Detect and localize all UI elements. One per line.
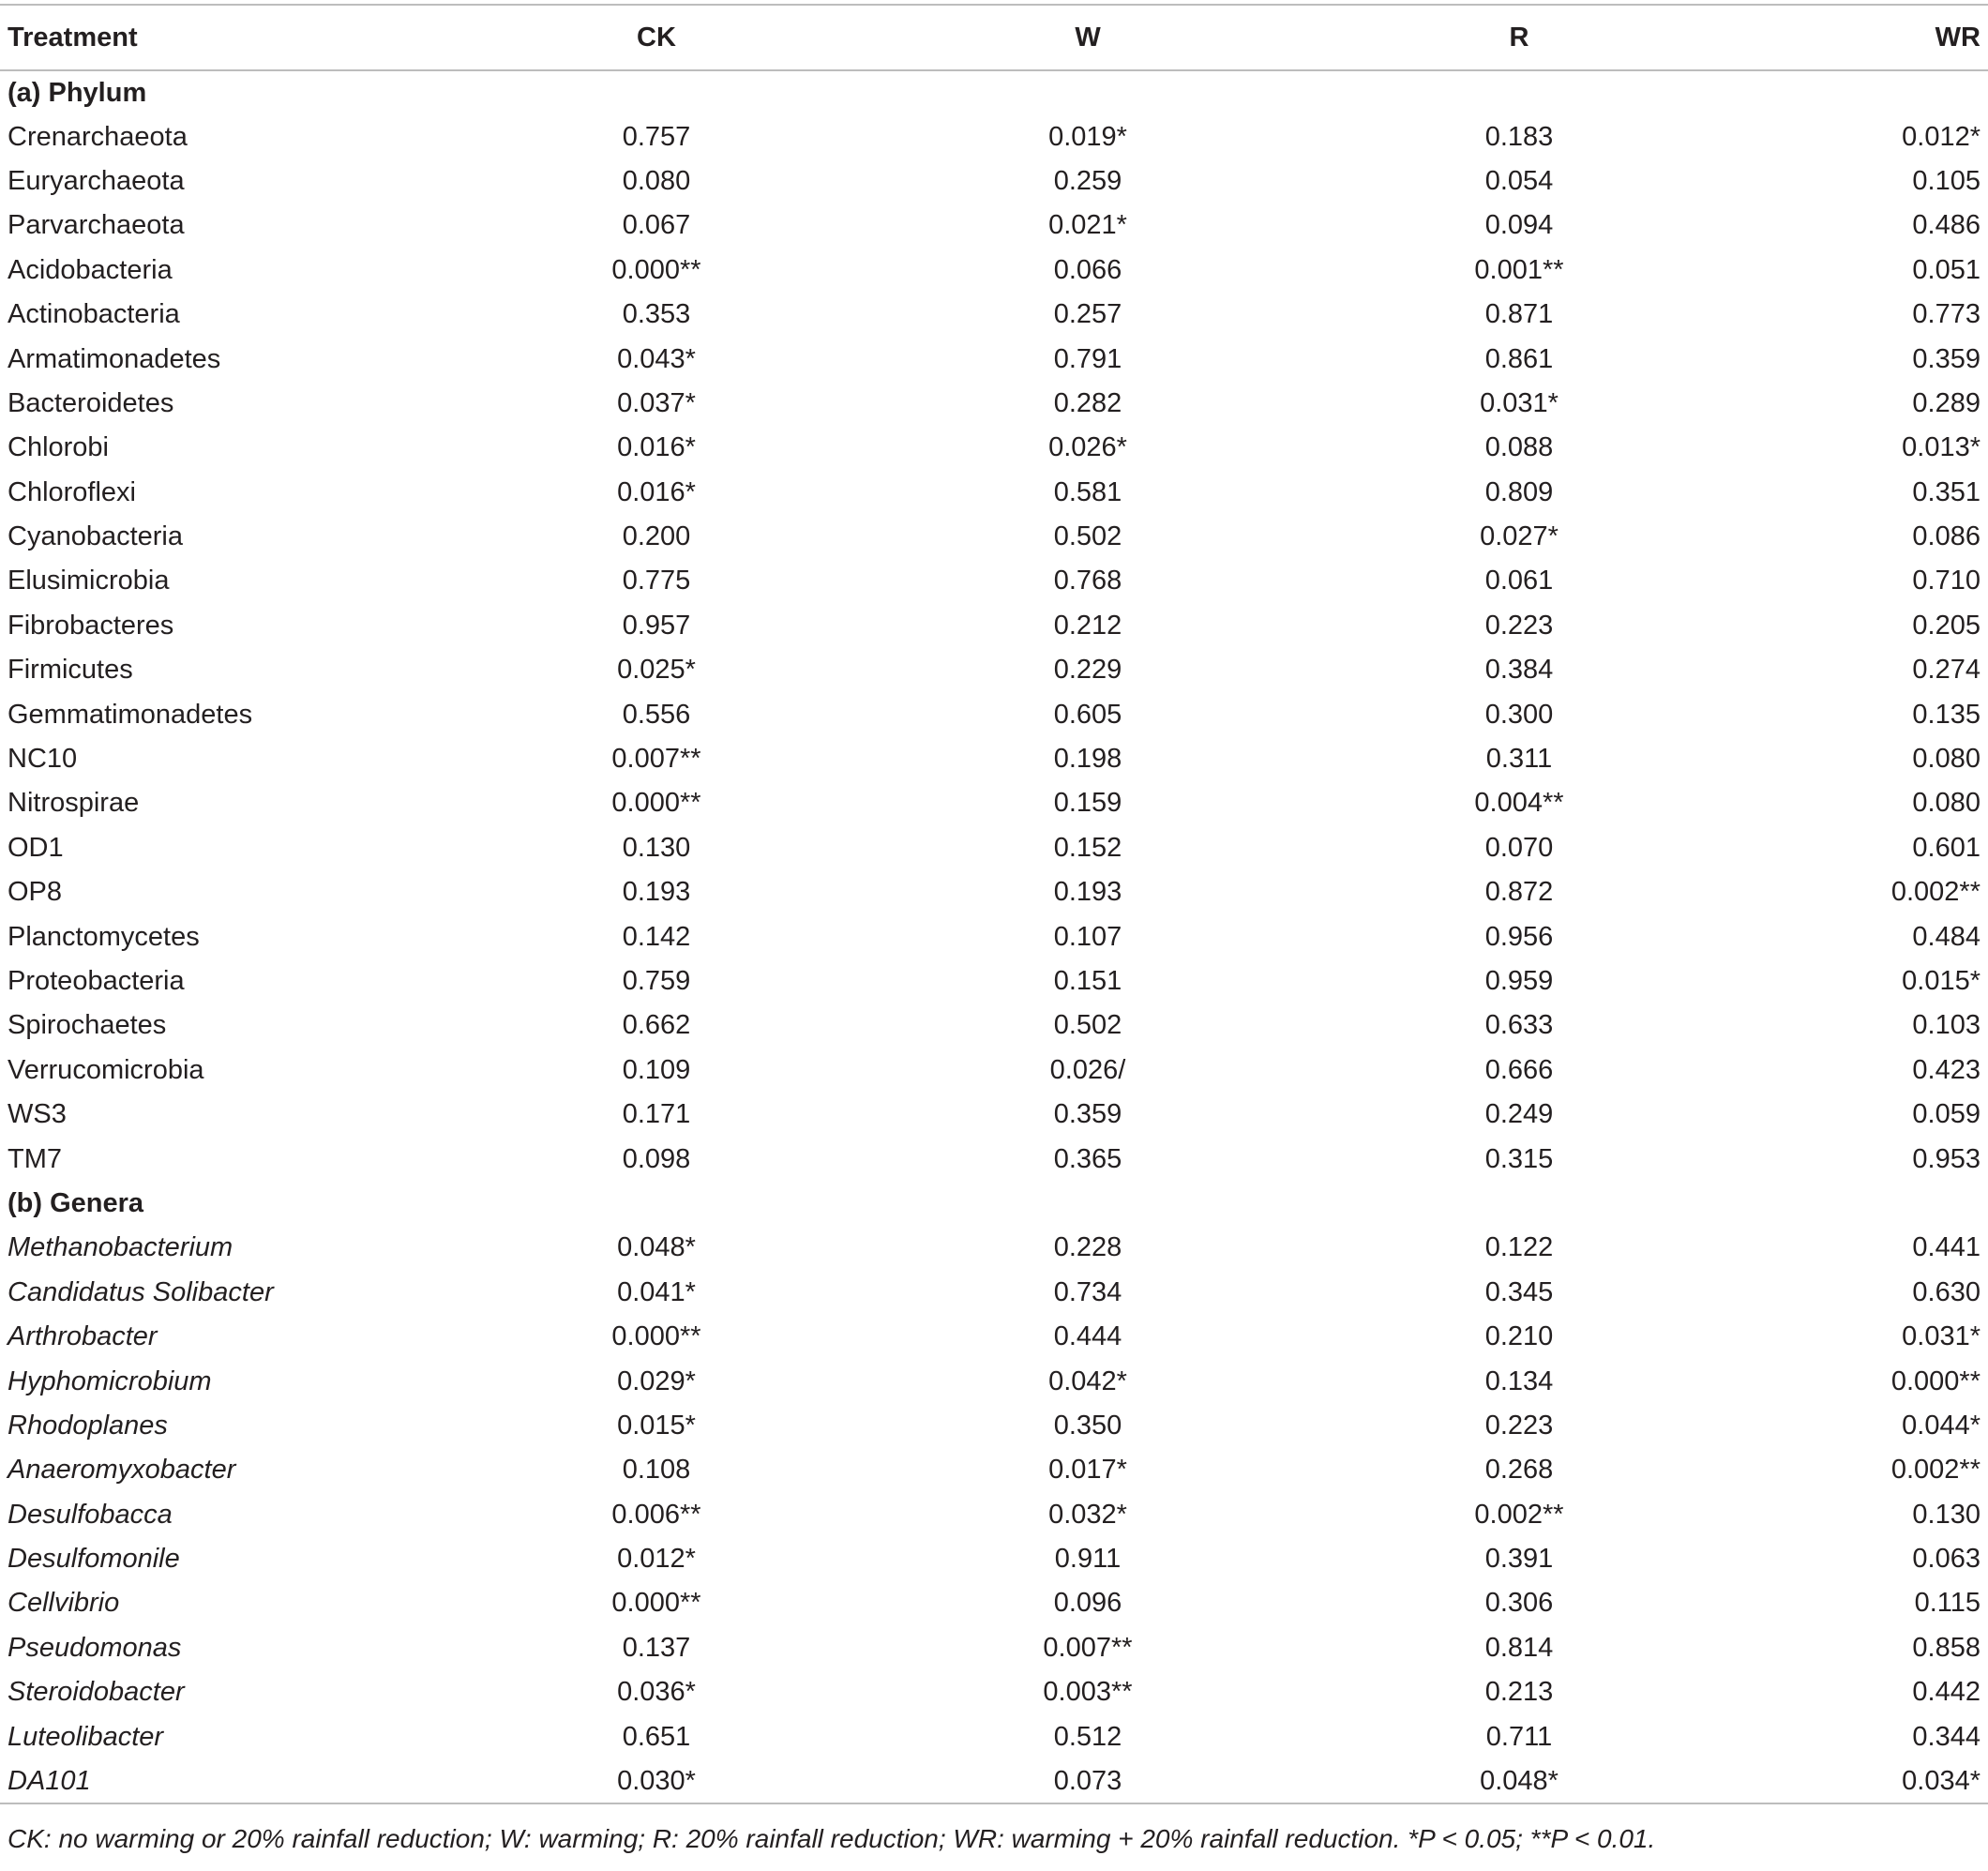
value-cell-w: 0.911 <box>1054 1544 1122 1575</box>
table-row <box>0 826 1988 870</box>
value-cell-w: 0.350 <box>1053 1410 1122 1441</box>
value-cell-ck: 0.016* <box>617 432 696 463</box>
row-name-cell: Luteolibacter <box>8 1721 164 1752</box>
value-cell-ck: 0.757 <box>622 121 691 152</box>
value-cell-r: 0.268 <box>1484 1455 1554 1486</box>
value-cell-ck: 0.137 <box>622 1632 691 1663</box>
value-cell-ck: 0.006** <box>611 1499 701 1530</box>
value-cell-r: 0.134 <box>1484 1366 1554 1396</box>
value-cell-r: 0.002** <box>1474 1499 1564 1530</box>
value-cell-wr: 0.710 <box>1912 566 1980 596</box>
value-cell-r: 0.213 <box>1484 1677 1554 1708</box>
value-cell-ck: 0.000** <box>611 254 701 285</box>
value-cell-w: 0.151 <box>1053 966 1122 996</box>
value-cell-w: 0.791 <box>1053 343 1122 374</box>
row-name-cell: Firmicutes <box>8 655 133 686</box>
value-cell-ck: 0.775 <box>622 566 691 596</box>
value-cell-wr: 0.031* <box>1902 1321 1980 1352</box>
row-name-cell: Actinobacteria <box>8 299 180 330</box>
value-cell-w: 0.198 <box>1053 744 1122 775</box>
row-name-cell: Parvarchaeota <box>8 210 185 241</box>
value-cell-wr: 0.063 <box>1912 1544 1980 1575</box>
value-cell-r: 0.391 <box>1484 1544 1554 1575</box>
table-row <box>0 249 1988 293</box>
value-cell-ck: 0.000** <box>611 1588 701 1619</box>
row-name-cell: Chloroflexi <box>8 476 136 507</box>
row-name-cell: Chlorobi <box>8 432 109 463</box>
value-cell-r: 0.001** <box>1474 254 1564 285</box>
value-cell-ck: 0.353 <box>622 299 691 330</box>
row-name-cell: DA101 <box>8 1765 91 1796</box>
value-cell-ck: 0.080 <box>622 165 691 196</box>
value-cell-w: 0.444 <box>1053 1321 1122 1352</box>
row-name-cell: Planctomycetes <box>8 921 200 952</box>
table-row <box>0 737 1988 781</box>
value-cell-r: 0.027* <box>1480 521 1559 552</box>
row-name-cell: Acidobacteria <box>8 254 173 285</box>
value-cell-ck: 0.130 <box>622 832 691 863</box>
value-cell-w: 0.605 <box>1053 699 1122 730</box>
table-row <box>0 1226 1988 1270</box>
value-cell-r: 0.306 <box>1484 1588 1554 1619</box>
value-cell-r: 0.711 <box>1485 1721 1553 1752</box>
value-cell-wr: 0.486 <box>1912 210 1980 241</box>
row-name-cell: Desulfobacca <box>8 1499 173 1530</box>
row-name-cell: Nitrospirae <box>8 788 140 819</box>
value-cell-wr: 0.484 <box>1912 921 1980 952</box>
section-header-row <box>0 1182 1988 1226</box>
value-cell-wr: 0.103 <box>1912 1010 1980 1041</box>
row-name-cell: Desulfomonile <box>8 1544 180 1575</box>
value-cell-wr: 0.080 <box>1912 744 1980 775</box>
table-row <box>0 1493 1988 1537</box>
value-cell-wr: 0.059 <box>1912 1099 1980 1130</box>
value-cell-r: 0.311 <box>1485 744 1553 775</box>
row-name-cell: Candidatus Solibacter <box>8 1276 274 1307</box>
row-name-cell: OD1 <box>8 832 64 863</box>
value-cell-r: 0.384 <box>1484 655 1554 686</box>
value-cell-wr: 0.442 <box>1912 1677 1980 1708</box>
table-row <box>0 515 1988 559</box>
value-cell-w: 0.257 <box>1053 299 1122 330</box>
value-cell-ck: 0.957 <box>622 610 691 641</box>
value-cell-wr: 0.205 <box>1912 610 1980 641</box>
header-wr: WR <box>1935 22 1980 53</box>
value-cell-w: 0.212 <box>1053 610 1122 641</box>
header-w: W <box>1075 22 1101 53</box>
table-row <box>0 870 1988 914</box>
row-name-cell: Crenarchaeota <box>8 121 188 152</box>
table-row <box>0 426 1988 470</box>
value-cell-ck: 0.109 <box>622 1054 691 1085</box>
row-name-cell: NC10 <box>8 744 78 775</box>
value-cell-wr: 0.130 <box>1912 1499 1980 1530</box>
value-cell-w: 0.019* <box>1048 121 1127 152</box>
value-cell-wr: 0.002** <box>1890 877 1980 908</box>
table-row <box>0 1670 1988 1714</box>
section-title: (b) Genera <box>8 1187 144 1218</box>
table-row <box>0 293 1988 337</box>
table-row <box>0 1315 1988 1359</box>
value-cell-r: 0.031* <box>1480 387 1559 418</box>
value-cell-ck: 0.007** <box>611 744 701 775</box>
row-name-cell: Steroidobacter <box>8 1677 185 1708</box>
value-cell-w: 0.159 <box>1053 788 1122 819</box>
value-cell-ck: 0.029* <box>617 1366 696 1396</box>
value-cell-w: 0.259 <box>1053 165 1122 196</box>
value-cell-ck: 0.556 <box>622 699 691 730</box>
value-cell-w: 0.066 <box>1053 254 1122 285</box>
header-row <box>0 5 1988 70</box>
row-name-cell: WS3 <box>8 1099 67 1130</box>
row-name-cell: TM7 <box>8 1143 62 1174</box>
value-cell-r: 0.122 <box>1484 1232 1554 1263</box>
value-cell-wr: 0.115 <box>1914 1588 1980 1619</box>
value-cell-r: 0.956 <box>1484 921 1554 952</box>
value-cell-w: 0.502 <box>1053 1010 1122 1041</box>
value-cell-w: 0.007** <box>1043 1632 1133 1663</box>
row-name-cell: Fibrobacteres <box>8 610 174 641</box>
value-cell-w: 0.359 <box>1053 1099 1122 1130</box>
value-cell-ck: 0.036* <box>617 1677 696 1708</box>
value-cell-w: 0.228 <box>1053 1232 1122 1263</box>
value-cell-wr: 0.423 <box>1912 1054 1980 1085</box>
row-name-cell: Pseudomonas <box>8 1632 182 1663</box>
row-name-cell: Spirochaetes <box>8 1010 167 1041</box>
table-row <box>0 159 1988 204</box>
row-name-cell: Bacteroidetes <box>8 387 174 418</box>
value-cell-wr: 0.000** <box>1890 1366 1980 1396</box>
table-row <box>0 114 1988 158</box>
row-name-cell: Euryarchaeota <box>8 165 185 196</box>
table-row <box>0 1093 1988 1137</box>
value-cell-r: 0.871 <box>1484 299 1554 330</box>
table-row <box>0 204 1988 248</box>
value-cell-wr: 0.013* <box>1902 432 1980 463</box>
value-cell-ck: 0.759 <box>622 966 691 996</box>
value-cell-wr: 0.015* <box>1902 966 1980 996</box>
table-row <box>0 781 1988 825</box>
value-cell-ck: 0.037* <box>617 387 696 418</box>
value-cell-r: 0.223 <box>1484 1410 1554 1441</box>
value-cell-ck: 0.012* <box>617 1544 696 1575</box>
value-cell-wr: 0.344 <box>1912 1721 1980 1752</box>
value-cell-wr: 0.051 <box>1912 254 1980 285</box>
value-cell-w: 0.017* <box>1048 1455 1127 1486</box>
table-row <box>0 1049 1988 1093</box>
value-cell-ck: 0.098 <box>622 1143 691 1174</box>
value-cell-ck: 0.030* <box>617 1765 696 1796</box>
value-cell-wr: 0.086 <box>1912 521 1980 552</box>
value-cell-r: 0.633 <box>1484 1010 1554 1041</box>
value-cell-w: 0.768 <box>1053 566 1122 596</box>
table-row <box>0 559 1988 603</box>
table-row <box>0 1137 1988 1181</box>
value-cell-w: 0.003** <box>1043 1677 1133 1708</box>
value-cell-w: 0.512 <box>1053 1721 1122 1752</box>
value-cell-r: 0.223 <box>1484 610 1554 641</box>
value-cell-wr: 0.601 <box>1912 832 1980 863</box>
header-ck: CK <box>637 22 676 53</box>
value-cell-ck: 0.142 <box>622 921 691 952</box>
table-footnote: CK: no warming or 20% rainfall reduction; W: warming; R: 20% rainfall reduction; WR: warming + 20% rainfall reduction. *P < 0.05; **P < 0.01. <box>8 1824 1656 1853</box>
table-row <box>0 1404 1988 1448</box>
value-cell-r: 0.809 <box>1484 476 1554 507</box>
value-cell-r: 0.315 <box>1484 1143 1554 1174</box>
table-row <box>0 337 1988 381</box>
value-cell-w: 0.229 <box>1053 655 1122 686</box>
value-cell-w: 0.073 <box>1053 1765 1122 1796</box>
value-cell-r: 0.959 <box>1484 966 1554 996</box>
value-cell-w: 0.152 <box>1053 832 1122 863</box>
row-name-cell: Rhodoplanes <box>8 1410 168 1441</box>
value-cell-r: 0.088 <box>1484 432 1554 463</box>
value-cell-ck: 0.193 <box>622 877 691 908</box>
table-row <box>0 1537 1988 1581</box>
table-body <box>0 70 1988 1803</box>
table-row <box>0 914 1988 958</box>
value-cell-wr: 0.630 <box>1912 1276 1980 1307</box>
table-row <box>0 959 1988 1003</box>
table-row <box>0 1714 1988 1758</box>
value-cell-r: 0.872 <box>1484 877 1554 908</box>
value-cell-wr: 0.002** <box>1890 1455 1980 1486</box>
value-cell-r: 0.048* <box>1480 1765 1559 1796</box>
row-name-cell: Cellvibrio <box>8 1588 120 1619</box>
value-cell-r: 0.183 <box>1484 121 1554 152</box>
row-name-cell: OP8 <box>8 877 63 908</box>
value-cell-wr: 0.351 <box>1912 476 1980 507</box>
row-name-cell: Anaeromyxobacter <box>8 1455 236 1486</box>
value-cell-w: 0.032* <box>1048 1499 1127 1530</box>
table-row <box>0 471 1988 515</box>
value-cell-wr: 0.012* <box>1902 121 1980 152</box>
value-cell-r: 0.345 <box>1484 1276 1554 1307</box>
table-row <box>0 382 1988 426</box>
value-cell-wr: 0.441 <box>1912 1232 1980 1263</box>
value-cell-wr: 0.044* <box>1902 1410 1980 1441</box>
table-row <box>0 1271 1988 1315</box>
value-cell-r: 0.814 <box>1484 1632 1554 1663</box>
row-name-cell: Arthrobacter <box>8 1321 158 1352</box>
row-name-cell: Proteobacteria <box>8 966 185 996</box>
table-row <box>0 648 1988 692</box>
table-row <box>0 1003 1988 1048</box>
table-row <box>0 1759 1988 1803</box>
value-cell-w: 0.502 <box>1053 521 1122 552</box>
row-name-cell: Armatimonadetes <box>8 343 221 374</box>
results-table <box>0 4 1988 1804</box>
value-cell-wr: 0.135 <box>1912 699 1980 730</box>
value-cell-r: 0.004** <box>1474 788 1564 819</box>
value-cell-w: 0.581 <box>1053 476 1122 507</box>
value-cell-w: 0.734 <box>1053 1276 1122 1307</box>
value-cell-ck: 0.200 <box>622 521 691 552</box>
value-cell-ck: 0.015* <box>617 1410 696 1441</box>
value-cell-wr: 0.105 <box>1912 165 1980 196</box>
value-cell-ck: 0.048* <box>617 1232 696 1263</box>
value-cell-ck: 0.171 <box>622 1099 691 1130</box>
value-cell-wr: 0.359 <box>1912 343 1980 374</box>
value-cell-wr: 0.289 <box>1912 387 1980 418</box>
row-name-cell: Hyphomicrobium <box>8 1366 212 1396</box>
value-cell-r: 0.054 <box>1484 165 1554 196</box>
value-cell-w: 0.282 <box>1053 387 1122 418</box>
value-cell-w: 0.026* <box>1048 432 1127 463</box>
value-cell-r: 0.300 <box>1484 699 1554 730</box>
row-name-cell: Verrucomicrobia <box>8 1054 204 1085</box>
table-row <box>0 1448 1988 1492</box>
value-cell-w: 0.107 <box>1053 921 1122 952</box>
value-cell-w: 0.365 <box>1053 1143 1122 1174</box>
value-cell-r: 0.666 <box>1484 1054 1554 1085</box>
header-treatment: Treatment <box>8 22 138 53</box>
value-cell-w: 0.193 <box>1053 877 1122 908</box>
table-row <box>0 604 1988 648</box>
section-header-row <box>0 70 1988 114</box>
value-cell-ck: 0.016* <box>617 476 696 507</box>
value-cell-ck: 0.000** <box>611 788 701 819</box>
value-cell-wr: 0.080 <box>1912 788 1980 819</box>
value-cell-ck: 0.043* <box>617 343 696 374</box>
value-cell-ck: 0.000** <box>611 1321 701 1352</box>
header-r: R <box>1509 22 1529 53</box>
value-cell-wr: 0.953 <box>1912 1143 1980 1174</box>
value-cell-ck: 0.041* <box>617 1276 696 1307</box>
row-name-cell: Methanobacterium <box>8 1232 233 1263</box>
section-title: (a) Phylum <box>8 77 147 108</box>
value-cell-r: 0.070 <box>1484 832 1554 863</box>
value-cell-wr: 0.858 <box>1912 1632 1980 1663</box>
value-cell-wr: 0.773 <box>1912 299 1980 330</box>
value-cell-ck: 0.025* <box>617 655 696 686</box>
value-cell-r: 0.861 <box>1484 343 1554 374</box>
value-cell-ck: 0.067 <box>622 210 691 241</box>
value-cell-w: 0.096 <box>1053 1588 1122 1619</box>
value-cell-w: 0.021* <box>1048 210 1127 241</box>
value-cell-w: 0.026/ <box>1049 1054 1126 1085</box>
value-cell-r: 0.210 <box>1484 1321 1554 1352</box>
row-name-cell: Gemmatimonadetes <box>8 699 253 730</box>
value-cell-r: 0.094 <box>1484 210 1554 241</box>
value-cell-r: 0.249 <box>1484 1099 1554 1130</box>
value-cell-w: 0.042* <box>1048 1366 1127 1396</box>
value-cell-r: 0.061 <box>1484 566 1554 596</box>
table-row <box>0 1581 1988 1625</box>
table-row <box>0 1626 1988 1670</box>
value-cell-wr: 0.274 <box>1912 655 1980 686</box>
value-cell-ck: 0.108 <box>622 1455 691 1486</box>
table-row <box>0 1359 1988 1403</box>
value-cell-ck: 0.662 <box>622 1010 691 1041</box>
row-name-cell: Elusimicrobia <box>8 566 170 596</box>
value-cell-wr: 0.034* <box>1902 1765 1980 1796</box>
row-name-cell: Cyanobacteria <box>8 521 183 552</box>
value-cell-ck: 0.651 <box>622 1721 691 1752</box>
table-row <box>0 692 1988 736</box>
